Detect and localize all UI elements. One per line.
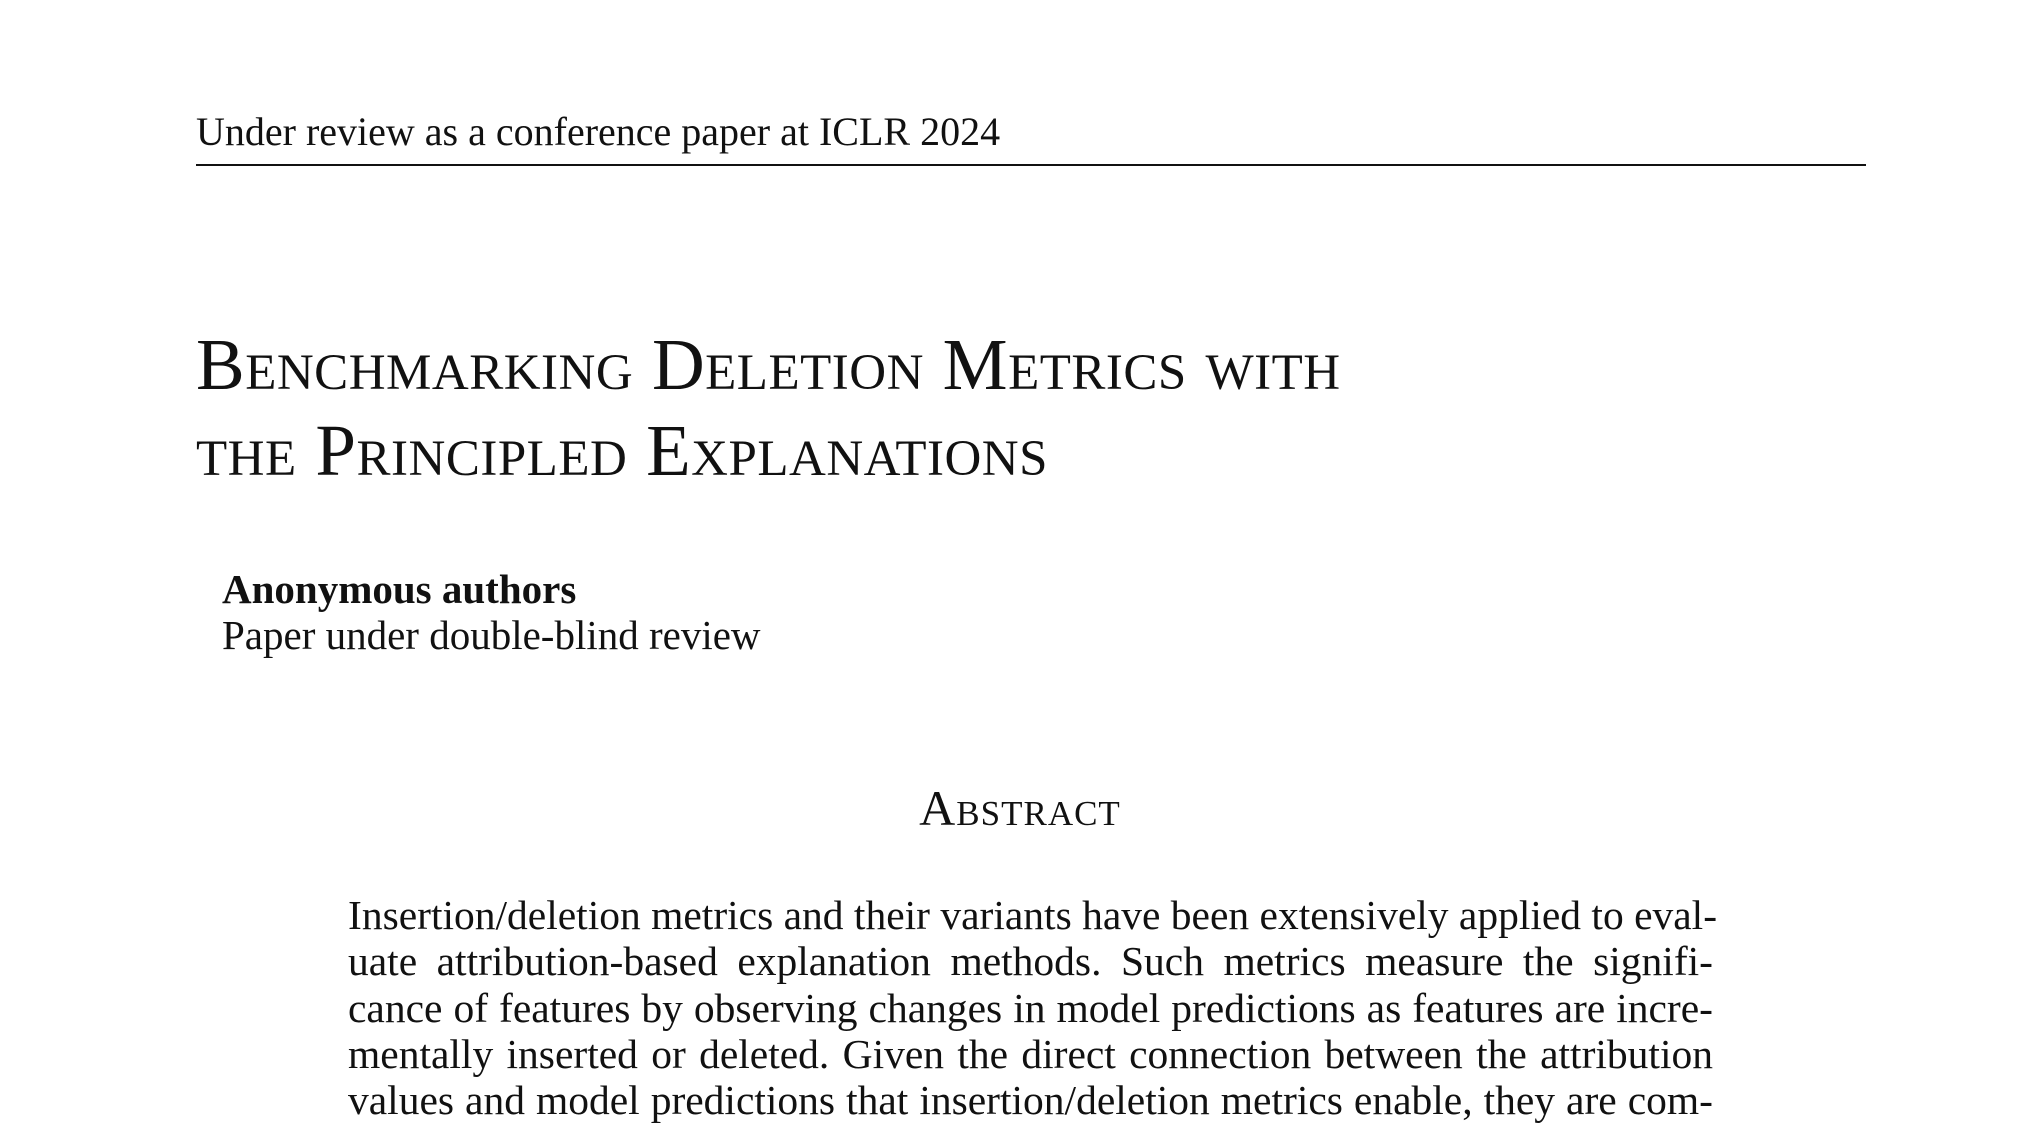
abstract-line: mentally inserted or deleted. Given the direct connection between the attribution	[348, 1030, 1713, 1077]
author-name: Anonymous authors	[222, 566, 577, 612]
abstract-line: values and model predictions that insertion/deletion metrics enable, they are com-	[348, 1077, 1713, 1123]
abstract-line: uate attribution-based explanation methods. Such metrics measure the signifi-	[348, 938, 1713, 985]
abstract-line: Insertion/deletion metrics and their variants have been extensively applied to eval-	[348, 892, 1718, 938]
abstract-heading: Abstract	[919, 780, 1121, 836]
abstract-line: cance of features by observing changes in model predictions as features are incre-	[348, 984, 1713, 1031]
author-block	[222, 566, 1422, 658]
abstract-body	[348, 892, 1718, 1123]
paper-title-line-2: the Principled Explanations	[196, 410, 1049, 491]
paper-title-line-1: Benchmarking Deletion Metrics with	[196, 324, 1341, 405]
paper-title	[196, 322, 1866, 494]
author-affiliation: Paper under double-blind review	[222, 612, 761, 658]
running-head: Under review as a conference paper at ICLR 2024	[196, 110, 1866, 166]
